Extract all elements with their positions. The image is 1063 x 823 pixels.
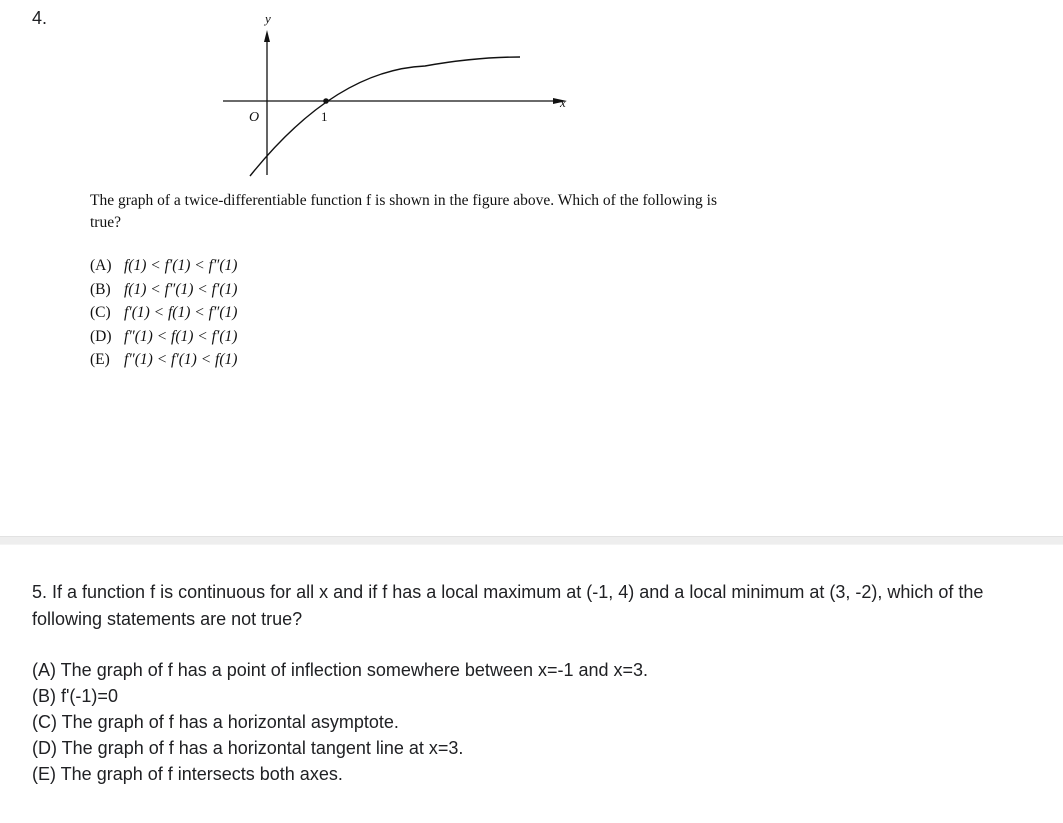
y-axis-label: y bbox=[265, 11, 271, 26]
section-divider bbox=[0, 536, 1063, 545]
question-number: 4. bbox=[32, 8, 48, 28]
tick-label-1: 1 bbox=[321, 109, 328, 124]
question-5 bbox=[32, 579, 1052, 787]
choice-d: (D) f″(1) < f(1) < f′(1) bbox=[90, 327, 238, 345]
question-5-stem: 5. If a function f is continuous for all x and if f has a local maximum at (-1, 4) and a local minimum at (3, -2), which of the following statements are not true? bbox=[32, 582, 984, 629]
origin-label: O bbox=[249, 110, 260, 125]
function-curve bbox=[250, 57, 520, 176]
choice-b: (B) f(1) < f″(1) < f′(1) bbox=[90, 280, 238, 298]
function-graph bbox=[215, 10, 575, 180]
choice-b: (B) f'(-1)=0 bbox=[32, 686, 118, 706]
choice-c: (C) The graph of f has a horizontal asymptote. bbox=[32, 712, 399, 732]
question-4-choices bbox=[90, 254, 237, 372]
y-axis-arrow bbox=[264, 30, 270, 42]
choice-a: (A) f(1) < f′(1) < f″(1) bbox=[90, 257, 238, 274]
x-axis-label: x bbox=[560, 95, 566, 110]
x-intercept-point bbox=[323, 98, 329, 104]
choice-e: (E) The graph of f intersects both axes. bbox=[32, 764, 343, 784]
choice-c: (C) f′(1) < f(1) < f″(1) bbox=[90, 304, 238, 321]
question-4-stem: The graph of a twice-differentiable function f is shown in the figure above. Which of the following is true? bbox=[90, 192, 717, 231]
choice-a: (A) The graph of f has a point of inflection somewhere between x=-1 and x=3. bbox=[32, 660, 649, 680]
choice-e: (E) f″(1) < f′(1) < f(1) bbox=[90, 351, 238, 368]
choice-d: (D) The graph of f has a horizontal tangent line at x=3. bbox=[32, 738, 464, 758]
